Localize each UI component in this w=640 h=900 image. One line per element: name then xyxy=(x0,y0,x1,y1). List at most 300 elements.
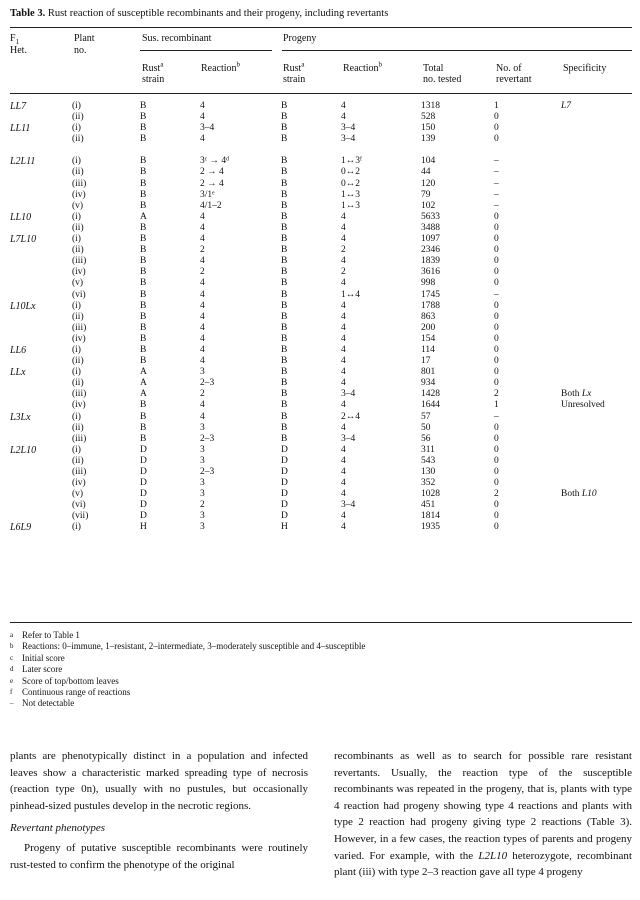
body-left-paragraph-2: Progeny of putative susceptible recombinants were routinely rust-tested to confirm the phenotype of the original xyxy=(10,841,308,871)
cell-pstrain: B xyxy=(281,101,288,111)
cell-rreact: 4 xyxy=(200,234,205,245)
cell-rstrain: B xyxy=(140,356,147,367)
cell-het xyxy=(10,478,72,489)
cell-spec xyxy=(561,345,631,356)
table-row xyxy=(10,267,631,278)
table-row xyxy=(10,201,631,212)
cell-het: L3Lx xyxy=(10,411,31,423)
cell-het xyxy=(10,278,72,289)
cell-preact: 4 xyxy=(341,378,346,389)
cell-spec xyxy=(561,456,631,467)
cell-rev: – xyxy=(494,156,499,167)
cell-rstrain: B xyxy=(140,178,147,189)
cell-pstrain: D xyxy=(281,467,288,477)
cell-spec xyxy=(561,112,631,123)
cell-het xyxy=(10,290,72,301)
cell-total: 998 xyxy=(421,278,436,289)
cell-preact: 2 xyxy=(341,245,346,256)
cell-preact: 1↔3 xyxy=(341,200,360,211)
header-plant: Plant xyxy=(74,33,95,44)
cell-rstrain: B xyxy=(140,311,147,322)
cell-rreact: 4 xyxy=(200,333,205,344)
cell-pstrain: B xyxy=(281,311,288,322)
cell-rreact: 4/1–2 xyxy=(200,200,222,211)
cell-rstrain: A xyxy=(140,367,147,378)
cell-spec xyxy=(561,223,631,234)
cell-het xyxy=(10,267,72,278)
cell-plant: (i) xyxy=(72,211,81,222)
table-row xyxy=(10,478,631,489)
cell-preact: 4 xyxy=(341,367,346,378)
cell-het xyxy=(10,245,72,256)
table-top-rule xyxy=(10,27,632,28)
cell-rev: 2 xyxy=(494,489,499,500)
footnote xyxy=(10,664,365,675)
cell-plant: (i) xyxy=(72,344,81,355)
cell-pstrain: B xyxy=(281,344,288,355)
table-row xyxy=(10,400,631,411)
cell-rev: – xyxy=(494,411,499,422)
footnote-mark: b xyxy=(10,642,14,651)
cell-plant: (iii) xyxy=(72,322,87,333)
cell-total: 104 xyxy=(421,156,436,167)
cell-preact: 1↔4 xyxy=(341,289,360,300)
cell-preact: 4 xyxy=(341,522,346,533)
table-footnotes xyxy=(10,630,365,710)
cell-total: 1788 xyxy=(421,300,440,311)
cell-rreact: 2–3 xyxy=(200,467,215,477)
cell-plant: (vii) xyxy=(72,511,89,522)
cell-preact: 4 xyxy=(341,333,346,344)
cell-rev: 0 xyxy=(494,333,499,344)
cell-rstrain: B xyxy=(140,245,147,256)
cell-rstrain: B xyxy=(140,256,147,267)
cell-rreact: 3 xyxy=(200,511,205,522)
cell-spec xyxy=(561,434,631,445)
cell-plant: (i) xyxy=(72,156,81,167)
footnote-text: Continuous range of reactions xyxy=(22,687,131,698)
cell-pstrain: B xyxy=(281,200,288,211)
cell-plant: (iii) xyxy=(72,389,87,400)
cell-total: 451 xyxy=(421,500,436,511)
cell-total: 150 xyxy=(421,123,436,134)
cell-het xyxy=(10,312,72,323)
cell-preact: 4 xyxy=(341,444,346,455)
cell-rev: 0 xyxy=(494,444,499,455)
cell-preact: 4 xyxy=(341,234,346,245)
cell-spec xyxy=(561,412,631,423)
footnote xyxy=(10,698,365,709)
cell-het xyxy=(10,489,72,500)
cell-plant: (ii) xyxy=(72,222,84,233)
cell-spec xyxy=(561,290,631,301)
cell-plant: (iv) xyxy=(72,400,86,411)
cell-spec xyxy=(561,367,631,378)
cell-pstrain: B xyxy=(281,167,288,178)
cell-total: 1745 xyxy=(421,289,440,300)
cell-spec xyxy=(561,522,631,533)
header-progeny: Progeny xyxy=(283,33,317,44)
cell-plant: (i) xyxy=(72,444,81,455)
cell-rstrain: B xyxy=(140,433,147,444)
cell-het: LL10 xyxy=(10,211,32,223)
cell-pstrain: B xyxy=(281,322,288,333)
cell-rreact: 3/1ᵉ xyxy=(200,189,215,200)
cell-rstrain: B xyxy=(140,300,147,311)
footnote-text: Not detectable xyxy=(22,698,75,709)
cell-rstrain: B xyxy=(140,167,147,178)
cell-het xyxy=(10,423,72,434)
table-row xyxy=(10,190,631,201)
cell-rreact: 3–4 xyxy=(200,123,215,134)
cell-rev: 0 xyxy=(494,511,499,522)
cell-rreact: 3 xyxy=(200,367,205,378)
body-right-column xyxy=(334,748,632,881)
cell-plant: (i) xyxy=(72,101,81,111)
cell-rev: 0 xyxy=(494,378,499,389)
cell-pstrain: B xyxy=(281,234,288,245)
cell-total: 1814 xyxy=(421,511,440,522)
cell-total: 3488 xyxy=(421,222,440,233)
header-bottom-rule xyxy=(10,93,632,94)
cell-rev: 0 xyxy=(494,112,499,123)
cell-plant: (iii) xyxy=(72,178,87,189)
cell-rreact: 4 xyxy=(200,300,205,311)
cell-pstrain: B xyxy=(281,411,288,422)
cell-pstrain: B xyxy=(281,389,288,400)
table-row xyxy=(10,290,631,301)
cell-total: 528 xyxy=(421,112,436,123)
cell-rev: 0 xyxy=(494,300,499,311)
cell-rstrain: B xyxy=(140,411,147,422)
table-row xyxy=(10,412,631,423)
cell-total: 543 xyxy=(421,455,436,466)
footnote-mark: a xyxy=(10,631,14,639)
cell-spec: L7 xyxy=(561,101,572,111)
cell-rstrain: B xyxy=(140,344,147,355)
cell-plant: (i) xyxy=(72,300,81,311)
cell-het: L6L9 xyxy=(10,522,32,534)
cell-pstrain: B xyxy=(281,245,288,256)
cell-preact: 4 xyxy=(341,211,346,222)
cell-total: 1318 xyxy=(421,101,440,111)
cell-het: LL6 xyxy=(10,344,27,356)
cell-rev: 0 xyxy=(494,123,499,134)
footnote-mark: c xyxy=(10,653,14,662)
cell-pstrain: D xyxy=(281,511,288,522)
cell-spec xyxy=(561,423,631,434)
cell-preact: 4 xyxy=(341,478,346,489)
cell-rreact: 4 xyxy=(200,289,205,300)
cell-total: 200 xyxy=(421,322,436,333)
cell-pstrain: B xyxy=(281,300,288,311)
cell-het xyxy=(10,167,72,178)
cell-spec xyxy=(561,201,631,212)
cell-preact: 4 xyxy=(341,511,346,522)
table-row xyxy=(10,511,631,522)
cell-het xyxy=(10,112,72,123)
cell-pstrain: D xyxy=(281,444,288,455)
cell-rreact: 3 xyxy=(200,478,205,489)
cell-plant: (vi) xyxy=(72,289,86,300)
cell-rreact: 2–3 xyxy=(200,378,215,389)
cell-pstrain: B xyxy=(281,156,288,167)
cell-rstrain: B xyxy=(140,322,147,333)
cell-preact: 4 xyxy=(341,356,346,367)
cell-total: 934 xyxy=(421,378,436,389)
cell-total: 3616 xyxy=(421,267,440,278)
cell-spec xyxy=(561,212,631,223)
cell-pstrain: B xyxy=(281,189,288,200)
cell-rstrain: B xyxy=(140,289,147,300)
cell-rstrain: A xyxy=(140,389,147,400)
cell-total: 57 xyxy=(421,411,431,422)
cell-spec xyxy=(561,378,631,389)
cell-rreact: 3ᶜ → 4ᵈ xyxy=(200,156,230,167)
footnote-mark: d xyxy=(10,665,14,674)
cell-pstrain: B xyxy=(281,289,288,300)
table-row xyxy=(10,500,631,511)
cell-plant: (i) xyxy=(72,367,81,378)
cell-spec xyxy=(561,467,631,478)
footnote xyxy=(10,676,365,687)
table-row xyxy=(10,456,631,467)
cell-het xyxy=(10,190,72,201)
cell-total: 154 xyxy=(421,333,436,344)
cell-rreact: 4 xyxy=(200,311,205,322)
cell-rev: – xyxy=(494,178,499,189)
cell-rev: 0 xyxy=(494,455,499,466)
cell-plant: (iii) xyxy=(72,256,87,267)
cell-spec: Both Lx xyxy=(561,389,592,400)
table-row xyxy=(10,167,631,178)
cell-het: LLx xyxy=(10,367,26,379)
header-rust-strain-1: Rust$^a$ xyxy=(142,60,164,74)
cell-rreact: 4 xyxy=(200,278,205,289)
cell-rev: 0 xyxy=(494,211,499,222)
cell-rev: 0 xyxy=(494,322,499,333)
footnote xyxy=(10,630,365,641)
cell-total: 130 xyxy=(421,467,436,477)
cell-pstrain: B xyxy=(281,333,288,344)
cell-spec xyxy=(561,334,631,345)
header-het: Het. xyxy=(10,45,27,56)
cell-rstrain: A xyxy=(140,378,147,389)
rust-reaction-table xyxy=(10,101,631,534)
cell-pstrain: D xyxy=(281,455,288,466)
cell-pstrain: D xyxy=(281,478,288,489)
cell-spec xyxy=(561,312,631,323)
cell-rev: – xyxy=(494,189,499,200)
cell-pstrain: D xyxy=(281,489,288,500)
cell-rstrain: B xyxy=(140,267,147,278)
cell-preact: 4 xyxy=(341,489,346,500)
cell-pstrain: B xyxy=(281,278,288,289)
cell-het xyxy=(10,456,72,467)
cell-preact: 4 xyxy=(341,256,346,267)
table-row xyxy=(10,301,631,312)
cell-spec xyxy=(561,190,631,201)
cell-spec xyxy=(561,234,631,245)
table-row xyxy=(10,378,631,389)
cell-plant: (iv) xyxy=(72,478,86,489)
cell-het xyxy=(10,356,72,367)
cell-plant: (ii) xyxy=(72,422,84,433)
cell-spec xyxy=(561,278,631,289)
cell-rev: 0 xyxy=(494,278,499,289)
cell-plant: (ii) xyxy=(72,167,84,178)
cell-pstrain: D xyxy=(281,500,288,511)
cell-total: 1935 xyxy=(421,522,440,533)
cell-spec xyxy=(561,356,631,367)
cell-total: 102 xyxy=(421,200,436,211)
cell-rev: 0 xyxy=(494,222,499,233)
cell-rev: 0 xyxy=(494,422,499,433)
cell-rreact: 4 xyxy=(200,101,205,111)
footnote xyxy=(10,687,365,698)
cell-rstrain: D xyxy=(140,467,147,477)
cell-rreact: 3 xyxy=(200,522,205,533)
cell-spec xyxy=(561,500,631,511)
cell-rev: 1 xyxy=(494,400,499,411)
cell-total: 56 xyxy=(421,433,431,444)
cell-total: 79 xyxy=(421,189,431,200)
cell-spec xyxy=(561,179,631,190)
cell-plant: (v) xyxy=(72,200,84,211)
table-row xyxy=(10,345,631,356)
cell-rstrain: D xyxy=(140,500,147,511)
cell-het xyxy=(10,323,72,334)
footnote-text: Initial score xyxy=(22,652,65,663)
cell-het: L2L10 xyxy=(10,444,37,456)
header-specificity: Specificity xyxy=(563,63,607,74)
cell-het xyxy=(10,378,72,389)
cell-plant: (vi) xyxy=(72,500,86,511)
cell-rstrain: B xyxy=(140,134,147,145)
cell-rreact: 4 xyxy=(200,356,205,367)
cell-total: 1428 xyxy=(421,389,440,400)
cell-plant: (ii) xyxy=(72,356,84,367)
cell-total: 139 xyxy=(421,134,436,145)
header-no-of: No. of xyxy=(496,63,522,74)
cell-rstrain: D xyxy=(140,489,147,500)
cell-rev: – xyxy=(494,289,499,300)
table-row xyxy=(10,112,631,123)
cell-preact: 0↔2 xyxy=(341,178,360,189)
cell-rreact: 2 xyxy=(200,267,205,278)
cell-het: L10Lx xyxy=(10,300,36,312)
cell-rstrain: B xyxy=(140,156,147,167)
cell-plant: (ii) xyxy=(72,112,84,123)
cell-het xyxy=(10,434,72,445)
cell-spec: Unresolved xyxy=(561,400,605,411)
table-row xyxy=(10,489,631,500)
cell-het xyxy=(10,201,72,212)
cell-rstrain: H xyxy=(140,522,147,533)
cell-het xyxy=(10,511,72,522)
body-right-paragraph-1: recombinants as well as to search for possible rare resistant revertants. Usually, the reaction type of the susceptible recombinants was repeated in the progeny, that is, plants with type 4 reaction had progeny showing type 4 reactions and plants with type 2 reaction had progeny giving type 2 reactions (Table 3). However, in a few cases, the reaction types of parents and progeny varied. For example, with the L2L10 heterozygote, recombinant plant (iii) with type 2–3 reaction gave all type 4 progeny xyxy=(334,750,632,879)
cell-rev: 0 xyxy=(494,522,499,533)
cell-rreact: 4 xyxy=(200,256,205,267)
cell-rstrain: A xyxy=(140,211,147,222)
cell-total: 801 xyxy=(421,367,436,378)
sus-recombinant-rule xyxy=(140,50,272,51)
cell-preact: 4 xyxy=(341,300,346,311)
cell-pstrain: B xyxy=(281,378,288,389)
cell-preact: 3–4 xyxy=(341,123,356,134)
cell-rev: 0 xyxy=(494,467,499,477)
cell-spec xyxy=(561,511,631,522)
cell-preact: 4 xyxy=(341,455,346,466)
cell-pstrain: H xyxy=(281,522,288,533)
cell-het: L7L10 xyxy=(10,234,37,246)
cell-plant: (ii) xyxy=(72,378,84,389)
table-row xyxy=(10,101,631,112)
cell-rev: 0 xyxy=(494,311,499,322)
footnote xyxy=(10,641,365,652)
cell-preact: 1↔3 xyxy=(341,189,360,200)
cell-rstrain: B xyxy=(140,422,147,433)
footnote-mark: f xyxy=(10,688,13,697)
cell-rreact: 4 xyxy=(200,222,205,233)
cell-rreact: 4 xyxy=(200,322,205,333)
cell-spec xyxy=(561,445,631,456)
table-row xyxy=(10,156,631,167)
cell-preact: 4 xyxy=(341,311,346,322)
cell-rstrain: B xyxy=(140,189,147,200)
cell-het xyxy=(10,134,72,145)
cell-rstrain: B xyxy=(140,101,147,111)
cell-rstrain: B xyxy=(140,123,147,134)
cell-preact: 3–4 xyxy=(341,134,356,145)
table-row xyxy=(10,234,631,245)
table-row xyxy=(10,445,631,456)
cell-plant: (v) xyxy=(72,489,84,500)
table-row xyxy=(10,134,631,145)
cell-rev: 0 xyxy=(494,433,499,444)
cell-spec: Both L10 xyxy=(561,489,597,500)
cell-spec xyxy=(561,167,631,178)
cell-rstrain: D xyxy=(140,444,147,455)
header-reaction-1: Reaction$^b$ xyxy=(201,60,241,74)
footnote-text: Later score xyxy=(22,664,63,675)
cell-rreact: 4 xyxy=(200,400,205,411)
cell-rev: 1 xyxy=(494,101,499,111)
cell-het xyxy=(10,467,72,478)
footnote-text: Refer to Table 1 xyxy=(22,630,80,640)
cell-het xyxy=(10,500,72,511)
header-rust-strain-2: Rust$^a$ xyxy=(283,60,305,74)
table-row xyxy=(10,278,631,289)
header-strain-2: strain xyxy=(283,74,306,85)
cell-pstrain: B xyxy=(281,134,288,145)
table-row xyxy=(10,312,631,323)
cell-het xyxy=(10,334,72,345)
cell-spec xyxy=(561,256,631,267)
cell-pstrain: B xyxy=(281,112,288,123)
cell-plant: (iii) xyxy=(72,433,87,444)
cell-preact: 4 xyxy=(341,467,346,477)
cell-rreact: 3 xyxy=(200,444,205,455)
cell-rreact: 2 xyxy=(200,389,205,400)
cell-rreact: 3 xyxy=(200,422,205,433)
table-row xyxy=(10,467,631,478)
cell-rreact: 3 xyxy=(200,455,205,466)
table-bottom-rule xyxy=(10,622,632,623)
cell-het xyxy=(10,400,72,411)
cell-pstrain: B xyxy=(281,400,288,411)
cell-plant: (iv) xyxy=(72,267,86,278)
